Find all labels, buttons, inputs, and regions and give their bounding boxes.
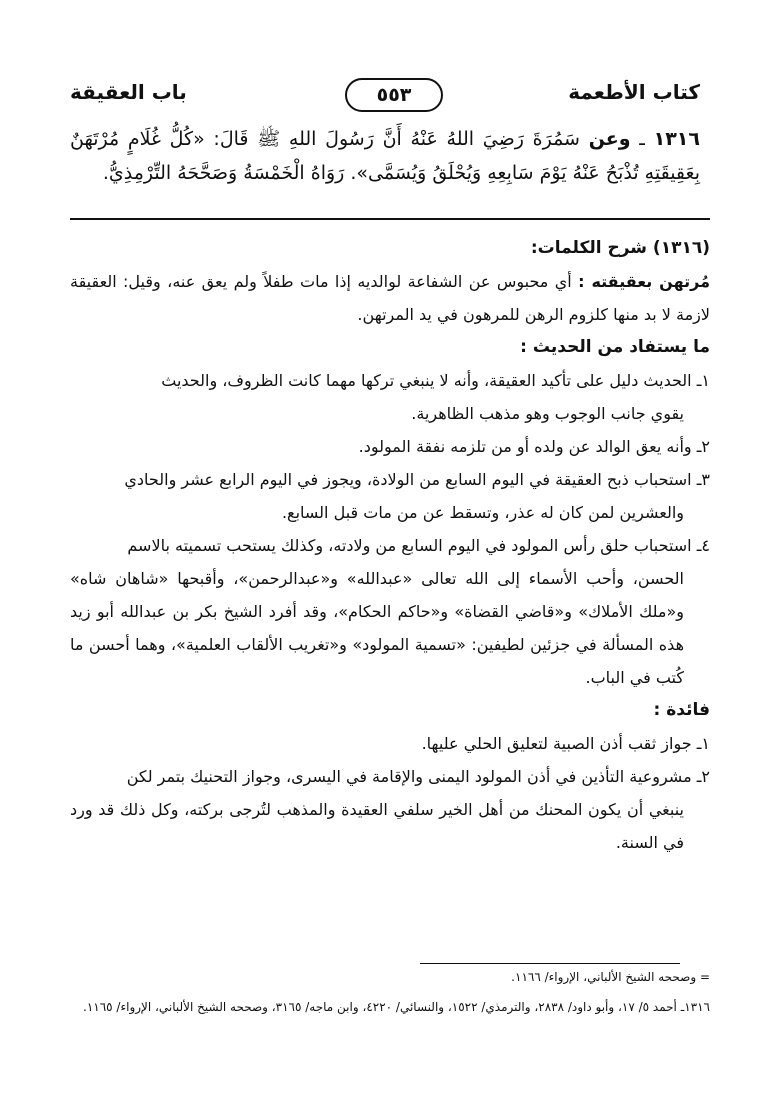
footnote: ١٣١٦ـ أحمد ٥/ ١٧، وأبو داود/ ٢٨٣٨، والترمذي/ ١٥٢٢، والنسائي/ ٤٢٢٠، وابن ماجه/ ٣١٦٥، وصححه الشيخ الألباني، الإرواء/ ١١٦٥.: [83, 1000, 710, 1014]
words-heading: (١٣١٦) شرح الكلمات:: [530, 238, 710, 258]
list-item: [70, 727, 710, 760]
list-item-continuation: ينبغي أن يكون المحنك من أهل الخير سلفي العقيدة والمذهب لتُرجى بركته، وكل ذلك قد ورد في السنة.: [70, 800, 684, 852]
word-meaning: أي محبوس عن الشفاعة لوالديه إذا مات طفلاً ولم يعق عنه، وقيل: العقيقة لازمة لا بد منها كلزوم الرهن للمرهون في يد المرتهن.: [70, 272, 710, 324]
footnote-continued: = وصححه الشيخ الألباني، الإرواء/ ١١٦٦.: [511, 970, 710, 984]
list-item-continuation: الحسن، وأحب الأسماء إلى الله تعالى «عبدالله» و«عبدالرحمن»، وأقبحها «شاهان شاه» و«ملك الأملاك» و«قاضي القضاة» و«حاكم الحكام»، وقد أفرد الشيخ بكر بن عبدالله أبو زيد هذه المسألة في جزئين لطيفين: «تسمية المولود» و«تغريب الألقاب العلمية»، وهما أحسن ما كُتب في الباب.: [70, 569, 684, 687]
hadith-body: سَمُرَةَ رَضِيَ اللهُ عَنْهُ أَنَّ رَسُولَ اللهِ ﷺ قَالَ: «كُلُّ غُلَامٍ مُرْتَهَنٌ بِعَقِيقَتِهِ تُذْبَحُ عَنْهُ يَوْمَ سَابِعِهِ وَيُحْلَقُ وَيُسَمَّى». رَوَاهُ الْخَمْسَةُ وَصَحَّحَهُ التِّرْمِذِيُّ.: [70, 128, 700, 184]
hadith-text: ١٣١٦ ـ وعن سَمُرَةَ رَضِيَ اللهُ عَنْهُ أَنَّ رَسُولَ اللهِ ﷺ قَالَ: «كُلُّ غُلَامٍ مُرْتَهَنٌ بِعَقِيقَتِهِ تُذْبَحُ عَنْهُ يَوْمَ سَابِعِهِ وَيُحْلَقُ وَيُسَمَّى». رَوَاهُ الْخَمْسَةُ وَصَحَّحَهُ التِّرْمِذِيُّ.: [70, 128, 700, 184]
list-item-continuation: يقوي جانب الوجوب وهو مذهب الظاهرية.: [411, 404, 684, 423]
list-item-text: ٣ـ استحباب ذبح العقيقة في اليوم السابع من الولادة، ويجوز في اليوم الرابع عشر والحادي: [124, 470, 710, 489]
footnote-divider: [420, 963, 680, 964]
word-term: مُرتهن بعقيقته :: [578, 272, 710, 291]
list-item: [70, 364, 710, 430]
list-item: [70, 430, 710, 463]
list-item: [70, 463, 710, 529]
page-header: [70, 78, 700, 114]
word-explanation: [70, 265, 710, 331]
list-item-text: ١ـ الحديث دليل على تأكيد العقيقة، وأنه لا ينبغي تركها مهما كانت الظروف، والحديث: [161, 371, 710, 390]
list-item-text: ١ـ جواز ثقب أذن الصبية لتعليق الحلي عليها.: [421, 734, 710, 753]
fawaid-heading: فائدة :: [653, 700, 710, 720]
commentary: [70, 232, 710, 859]
hadith-number: ١٣١٦: [653, 128, 700, 150]
book-title: كتاب الأطعمة: [568, 80, 700, 104]
benefits-heading: ما يستفاد من الحديث :: [520, 337, 710, 357]
list-item-text: ٢ـ مشروعية التأذين في أذن المولود اليمنى والإقامة في اليسرى، وجواز التحنيك بتمر لكن: [126, 767, 710, 786]
page-number: ٥٥٣: [345, 78, 443, 112]
divider: [70, 218, 710, 220]
list-item-continuation: والعشرين لمن كان له عذر، وتسقط عن من مات قبل السابع.: [281, 503, 684, 522]
chapter-title: باب العقيقة: [70, 80, 187, 104]
list-item: [70, 760, 710, 859]
list-item: [70, 529, 710, 694]
list-item-text: ٢ـ وأنه يعق الوالد عن ولده أو من تلزمه نفقة المولود.: [358, 437, 710, 456]
list-item-text: ٤ـ استحباب حلق رأس المولود في اليوم السابع من ولادته، وكذلك يستحب تسميته بالاسم: [127, 536, 710, 555]
hadith-narrator-intro: وعن: [588, 128, 631, 150]
